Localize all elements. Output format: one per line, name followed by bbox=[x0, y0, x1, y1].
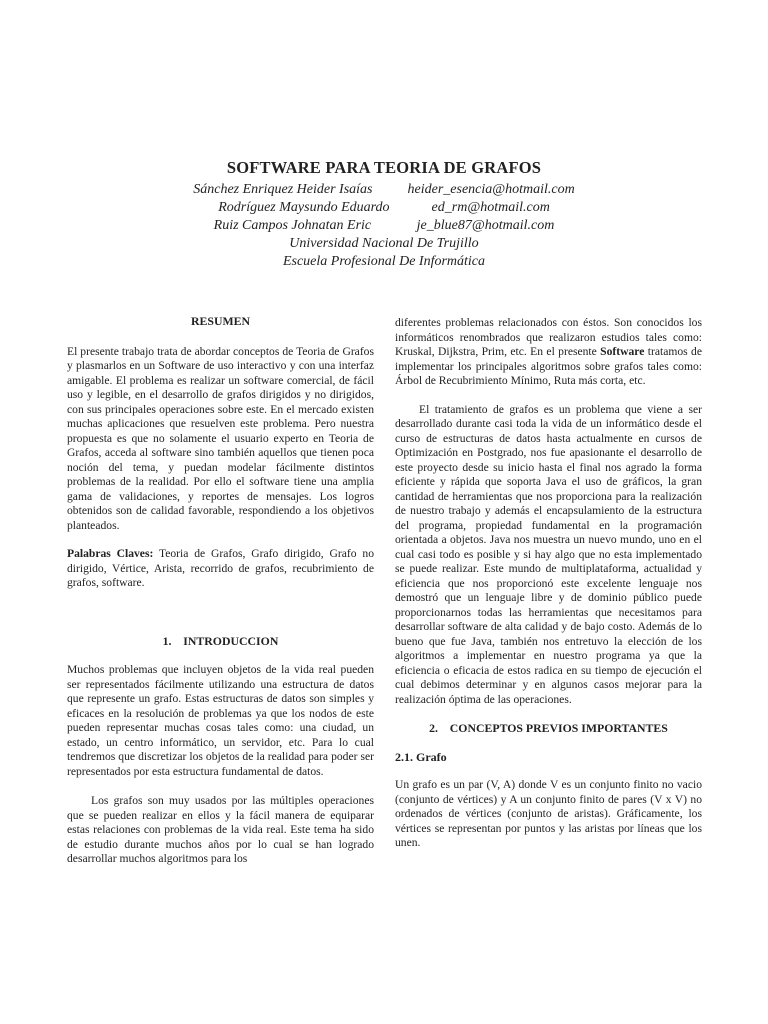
resumen-body: El presente trabajo trata de abordar conceptos de Teoria de Grafos y plasmarlos en un Software de uso interactivo y con una interfaz amigable. El problema es realizar un software comercial, de fácil uso y legible, en el desarrollo de grafos dirigidos y no dirigidos, con sus principales operaciones sobre este. En el mercado existen muchas aplicaciones que resuelven este problema. Pero nuestra propuesta es que no solamente el usuario experto en Teoria de Grafos, acceda al software sino también aquellos que tienen poca noción del tema, y puedan modelar fácilmente distintos problemas de la realidad. Por ello el software tiene una amplia gama de validaciones, y reportes de mensajes. Los logros obtenidos son de calidad favorable, respondiendo a los objetivos planteados. bbox=[67, 344, 374, 532]
paper-header bbox=[0, 158, 768, 271]
right-p1-software: Software bbox=[600, 345, 645, 358]
resumen-heading: RESUMEN bbox=[191, 314, 250, 328]
author-email-1: heider_esencia@hotmail.com bbox=[407, 182, 575, 197]
section-2-heading: 2. CONCEPTOS PREVIOS IMPORTANTES bbox=[429, 721, 668, 735]
left-column bbox=[67, 314, 374, 867]
author-name-1: Sánchez Enriquez Heider Isaías bbox=[193, 182, 373, 197]
author-email-2: ed_rm@hotmail.com bbox=[431, 200, 550, 215]
right-paragraph-1 bbox=[395, 316, 702, 389]
author-name-2: Rodríguez Maysundo Eduardo bbox=[218, 200, 390, 215]
right-p1-c: tratamos de implementar los principales algoritmos sobre grafos tales como: Árbol de Recubrimiento Mínimo, Ruta más corta, etc. bbox=[395, 345, 702, 387]
school: Escuela Profesional De Informática bbox=[282, 254, 486, 269]
intro-paragraph-1: Muchos problemas que incluyen objetos de la vida real pueden ser representados fácilmente utilizando una estructura de datos que represente un grafo. Estas estructuras de datos son simples y eficaces en la resolución de problemas ya que los nodos de este pueden representar muchas cosas tales como: una ciudad, un estado, un centro informático, un servidor, etc. Para lo cual tendremos que discretizar los objetos de la realidad para poder ser representados por esta estructura fundamental de datos. bbox=[67, 663, 374, 778]
right-column bbox=[395, 316, 702, 851]
author-line-2 bbox=[0, 199, 768, 217]
author-email-3: je_blue87@hotmail.com bbox=[416, 218, 555, 233]
author-name-3: Ruiz Campos Johnatan Eric bbox=[213, 218, 372, 233]
keywords-text: Teoria de Grafos, Grafo dirigido, Grafo no dirigido, Vértice, Arista, recorrido de grafos, recubrimiento de grafos, software. bbox=[67, 547, 374, 589]
grafo-definition: Un grafo es un par (V, A) donde V es un conjunto finito no vacio (conjunto de vértices) y A un conjunto finito de pares (V x V) no ordenados de vértices (conjunto de aristas). Gráficamente, los vértices se representan por puntos y las aristas por líneas que los unen. bbox=[395, 778, 702, 849]
institution: Universidad Nacional De Trujillo bbox=[289, 236, 479, 251]
author-line-3 bbox=[0, 217, 768, 235]
subsection-2-1-heading: 2.1. Grafo bbox=[395, 749, 447, 764]
author-line-1 bbox=[0, 181, 768, 199]
intro-paragraph-2: Los grafos son muy usados por las múltiples operaciones que se pueden realizar en ellos y la fácil manera de equiparar estas relaciones con problemas de la vida real. Este tema ha sido de estudio durante muchos años por lo cual se han logrado desarrollar muchos algoritmos para los bbox=[67, 794, 374, 865]
right-p1-a: diferentes problemas relacionados con éstos. Son conocidos los informáticos renombrados que realizaron estudios tales como: Kruskal, Dijkstra, Prim, etc. En el presente bbox=[395, 316, 702, 358]
intro-heading: 1. INTRODUCCION bbox=[162, 633, 279, 648]
paper-title: SOFTWARE PARA TEORIA DE GRAFOS bbox=[226, 158, 542, 177]
keywords bbox=[67, 547, 374, 591]
right-paragraph-2: El tratamiento de grafos es un problema que viene a ser desarrollado durante casi toda la vida de un informático desde el curso de estructuras de datos hasta actualmente en cursos de Optimización en Postgrado, nos fue apasionante el desarrollo de este proyecto desde su inicio hasta el final nos agrado la forma eficiente y rápida que soporta Java el uso de gráficos, la gran cantidad de herramientas que nos proporciona para la realización de nuestro trabajo y además el encapsulamiento de la estructura del programa, propiedad fundamental en la programación orientada a objetos. Java nos muestra un nuevo mundo, uno en el cual casi todo es posible y si hay algo que no esta implementado se puede realizar. Este mundo de multiplataforma, actualidad y eficiencia que nos proporcionó este excelente lenguaje nos demostró que un lenguaje libre y de dominio público puede proporcionarnos todas las herramientas que necesitamos para desarrollar software de alta calidad y de bajo costo. Además de lo bueno que fue Java, también nos entretuvo la elección de los algoritmos a implementar en nuestro programa ya que la eficiencia o eficacia de estos radica en su tiempo de ejecución el cual debimos determinar y en algunos casos mejorar para la realización óptima de las operaciones. bbox=[395, 402, 702, 706]
keywords-label: Palabras Claves: bbox=[67, 547, 154, 560]
